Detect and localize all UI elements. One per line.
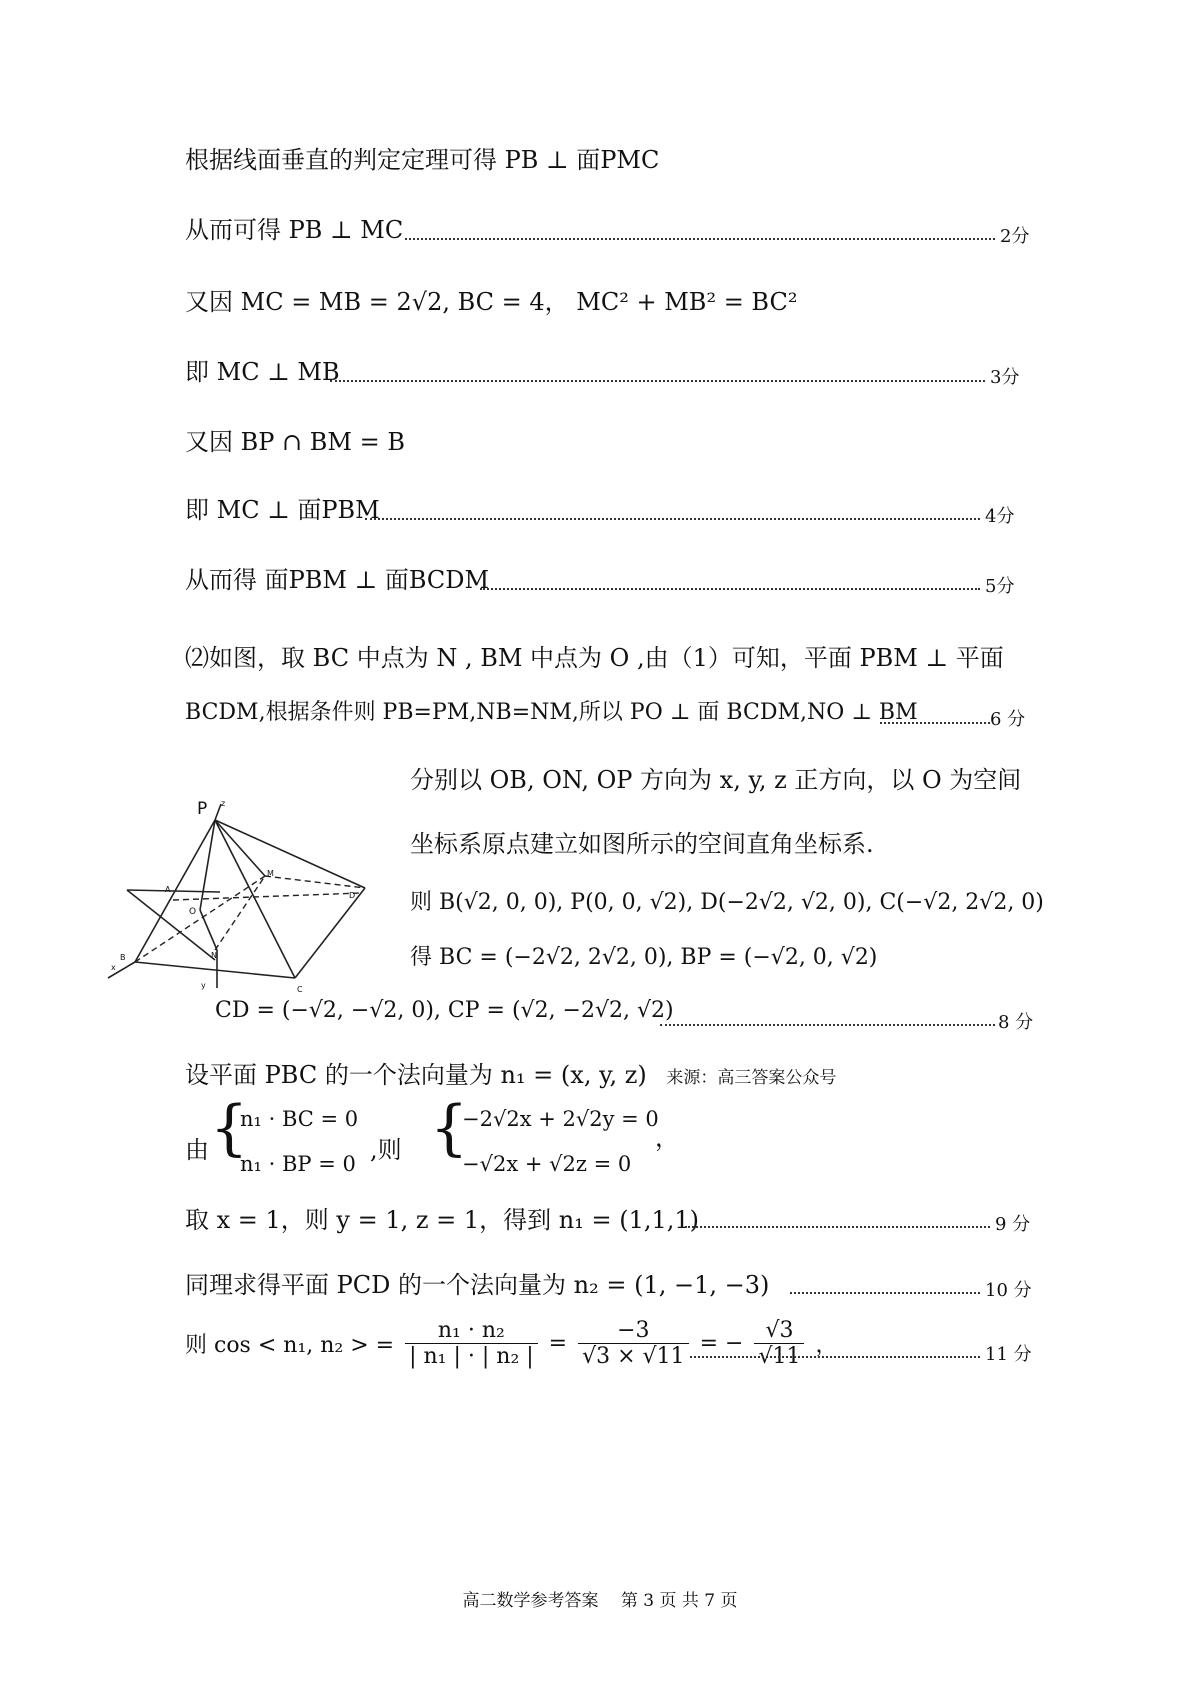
score-9: 9 分 — [995, 1214, 1031, 1235]
edge-P-M — [215, 820, 265, 876]
leader-dots — [480, 588, 980, 590]
system-mid: ,则 — [370, 1136, 402, 1164]
left-brace: { — [430, 1093, 469, 1163]
normal-vector-setup — [185, 1055, 836, 1090]
coordinate-setup-2: 坐标系原点建立如图所示的空间直角坐标系. — [410, 830, 874, 858]
proof-line-4: 即 MC ⊥ MB — [185, 358, 340, 386]
fraction-1-den: | n₁ | · | n₂ | — [409, 1344, 534, 1369]
score-10: 10 分 — [985, 1280, 1032, 1301]
proof-line-7: 从而得 面PBM ⊥ 面BCDM — [185, 566, 490, 594]
segment-O-N — [200, 910, 217, 950]
label-y: y — [201, 981, 206, 990]
label-x: x — [111, 963, 116, 972]
system2-eq2: −√2x + √2z = 0 — [462, 1152, 632, 1176]
label-O: O — [189, 907, 197, 917]
leader-dots — [690, 1356, 980, 1358]
label-M: M — [267, 869, 274, 878]
leader-dots — [790, 1292, 980, 1294]
edge-P-D — [215, 820, 365, 888]
fraction-1-num: n₁ · n₂ — [405, 1318, 538, 1344]
pyramid-figure — [105, 800, 400, 1005]
proof-line-6: 即 MC ⊥ 面PBM — [185, 496, 380, 524]
system1-eq2: n₁ · BP = 0 — [240, 1152, 356, 1176]
fraction-3-num: √3 — [754, 1318, 804, 1344]
equals: = — [548, 1331, 568, 1356]
system-end: ， — [655, 1124, 679, 1152]
cosine-prefix: 则 cos < n₁, n₂ > = — [185, 1333, 395, 1358]
leader-dots — [685, 1226, 990, 1228]
leader-dots — [405, 238, 995, 240]
normal-pcd-line: 同理求得平面 PCD 的一个法向量为 n₂ = (1, −1, −3) — [185, 1271, 770, 1299]
vectors-line-1: 得 BC = (−2√2, 2√2, 0), BP = (−√2, 0, √2) — [410, 945, 878, 970]
fraction-2-num: −3 — [578, 1318, 688, 1344]
score-4: 4分 — [985, 506, 1015, 527]
normal-vector-text: 设平面 PBC 的一个法向量为 n₁ = (x, y, z) — [185, 1061, 647, 1089]
fraction-1 — [405, 1318, 538, 1369]
left-brace: { — [210, 1093, 249, 1163]
label-z: z — [221, 800, 226, 808]
score-5: 5分 — [985, 576, 1015, 597]
label-C: C — [297, 985, 303, 994]
cosine-end: ， — [815, 1333, 838, 1358]
proof-line-5: 又因 BP ∩ BM = B — [185, 428, 405, 456]
score-6: 6 分 — [990, 709, 1026, 730]
score-3: 3分 — [990, 367, 1020, 388]
fraction-2 — [578, 1318, 688, 1369]
system-prefix: 由 — [185, 1136, 209, 1164]
edge-P-C — [215, 820, 295, 978]
edge-C-D — [295, 888, 365, 978]
equals-minus: = − — [699, 1331, 744, 1356]
source-note: 来源：高三答案公众号 — [666, 1068, 837, 1088]
label-A: A — [165, 885, 171, 894]
leader-dots — [365, 518, 980, 520]
proof-line-1: 根据线面垂直的判定定理可得 PB ⊥ 面PMC — [185, 146, 660, 174]
label-N: N — [211, 951, 217, 960]
dashed-N-M — [215, 876, 265, 950]
coordinates-line: 则 B(√2, 0, 0), P(0, 0, √2), D(−2√2, √2, 0), C(−√2, 2√2, 0) — [410, 890, 1044, 915]
score-11: 11 分 — [985, 1344, 1032, 1365]
system1-eq1: n₁ · BC = 0 — [240, 1107, 359, 1131]
system2-eq1: −2√2x + 2√2y = 0 — [462, 1107, 659, 1131]
leader-dots — [880, 722, 990, 724]
solution-line: 取 x = 1，则 y = 1, z = 1，得到 n₁ = (1,1,1) — [185, 1206, 700, 1234]
leader-dots — [330, 380, 985, 382]
cosine-line — [185, 1318, 837, 1369]
fraction-3 — [754, 1318, 804, 1369]
leader-dots — [660, 1024, 995, 1026]
score-2: 2分 — [1000, 226, 1030, 247]
fraction-3-den: √11 — [758, 1344, 801, 1369]
page-footer: 高二数学参考答案 第 3 页 共 7 页 — [462, 1591, 738, 1611]
label-D: D — [349, 891, 356, 900]
vectors-line-2: CD = (−√2, −√2, 0), CP = (√2, −2√2, √2) — [215, 998, 674, 1023]
part2-intro: ⑵如图，取 BC 中点为 N , BM 中点为 O ,由（1）可知，平面 PBM ⊥ 平面 — [185, 644, 1004, 672]
score-8: 8 分 — [998, 1012, 1034, 1033]
proof-line-2: 从而可得 PB ⊥ MC — [185, 216, 404, 244]
edge-B-C — [135, 962, 295, 978]
fraction-2-den: √3 × √11 — [582, 1344, 685, 1369]
coordinate-setup-1: 分别以 OB, ON, OP 方向为 x, y, z 正方向，以 O 为空间 — [410, 766, 1022, 794]
label-P: P — [197, 800, 208, 819]
dashed-B-M — [135, 876, 265, 962]
edge-B-N — [127, 890, 220, 892]
proof-line-3: 又因 MC = MB = 2√2, BC = 4， MC² + MB² = BC² — [185, 288, 798, 316]
part2-line2: BCDM,根据条件则 PB=PM,NB=NM,所以 PO ⊥ 面 BCDM,NO ⊥ BM — [185, 700, 918, 725]
label-B: B — [120, 953, 126, 962]
